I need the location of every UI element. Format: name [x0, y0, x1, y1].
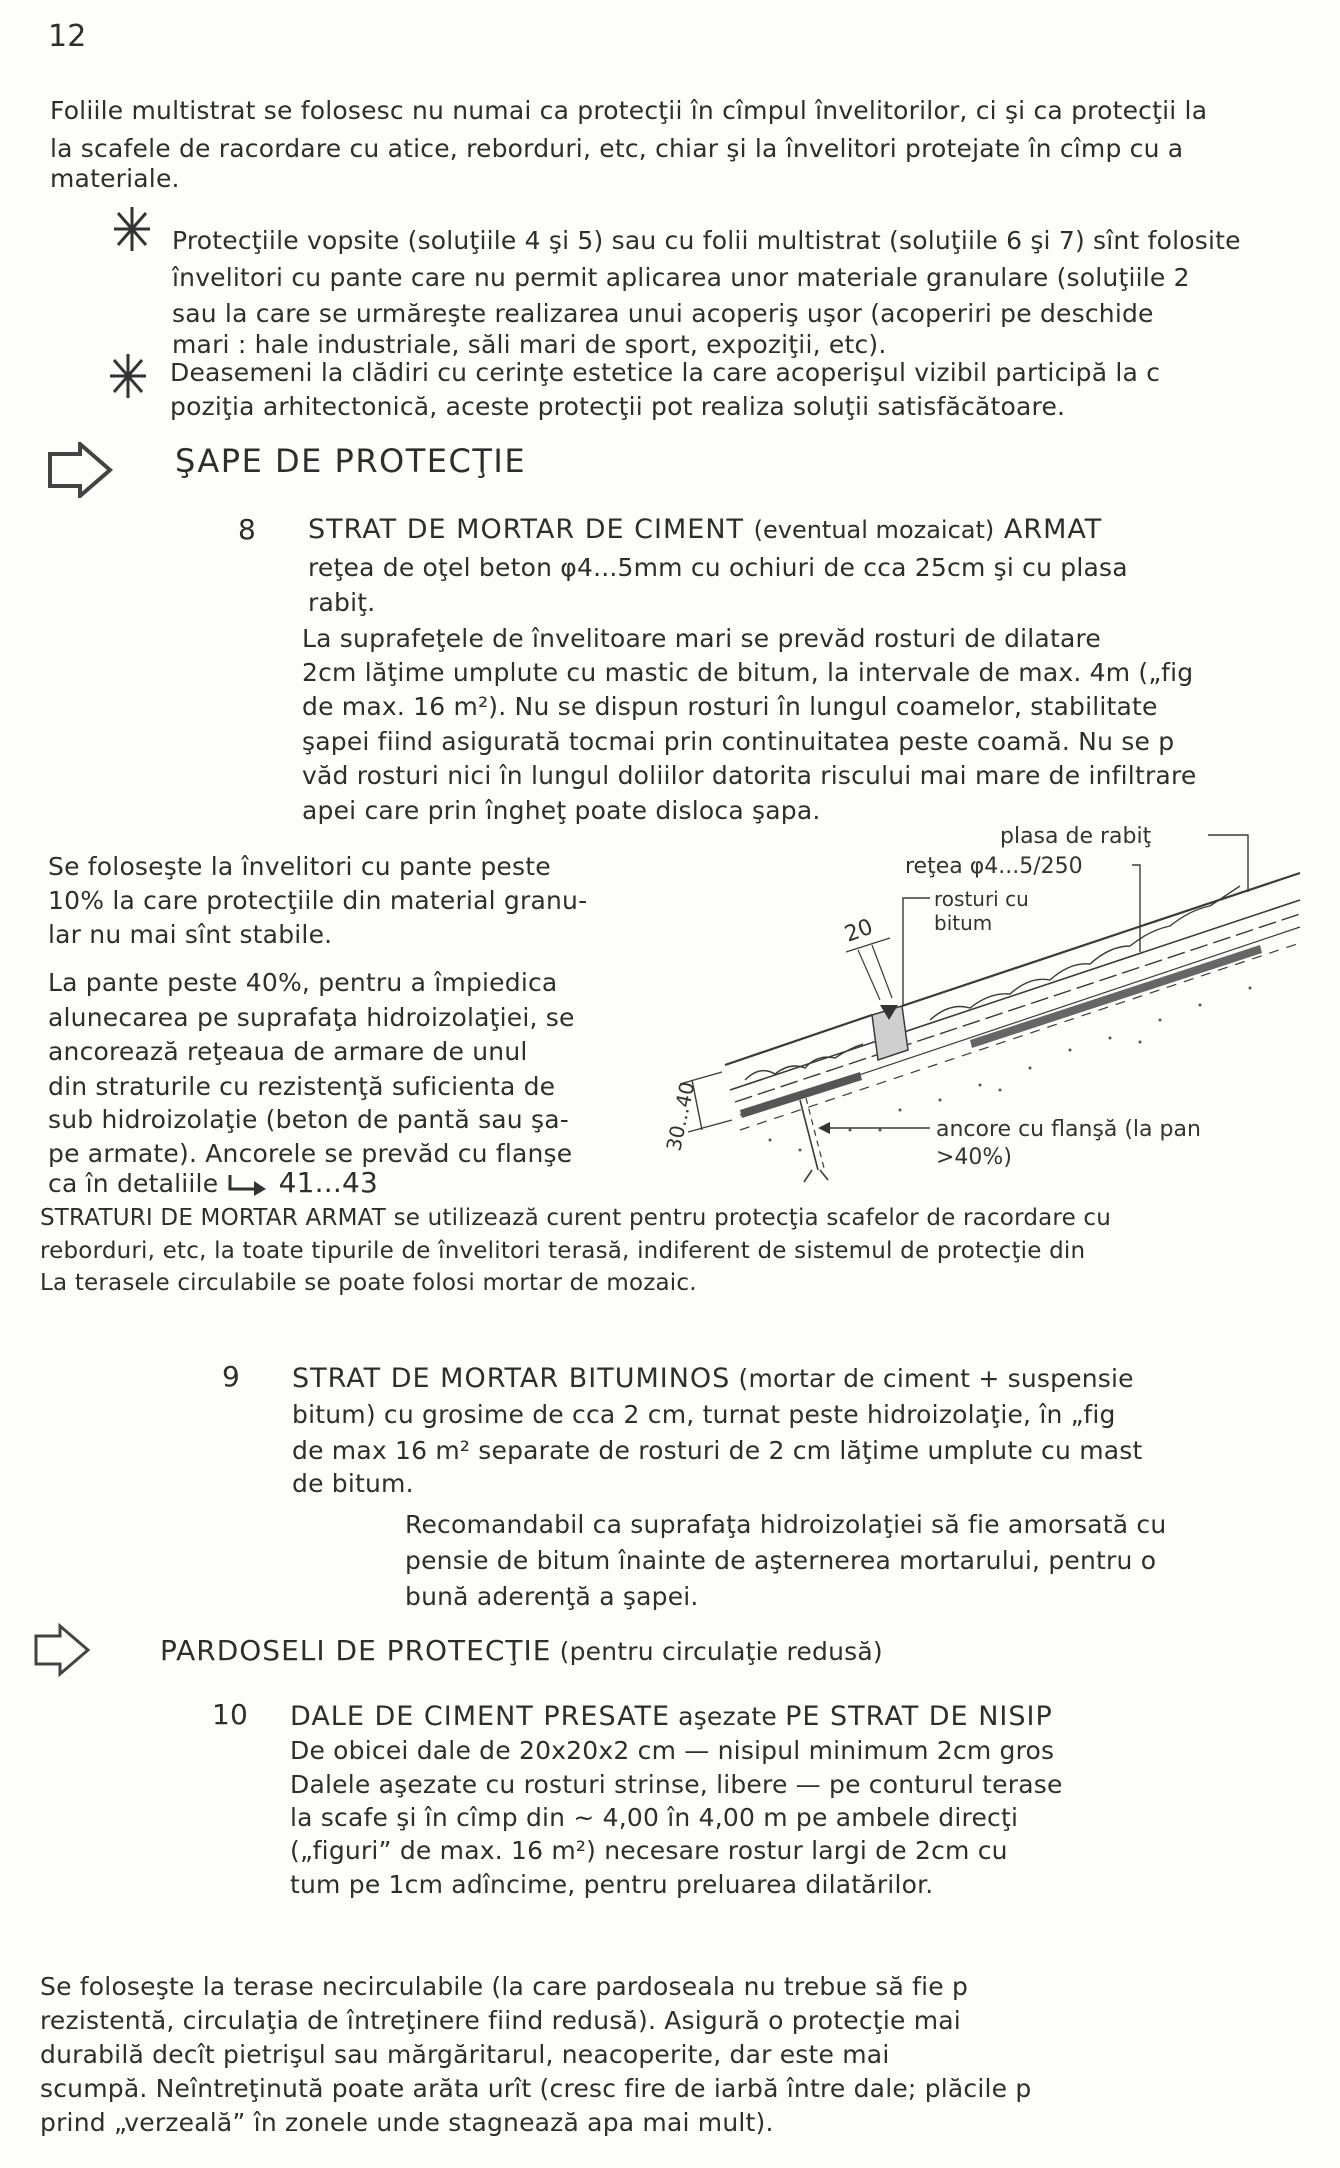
text-fragment: aşezate	[678, 1702, 777, 1731]
text-line: bitum) cu grosime de cca 2 cm, turnat peste hidroizolaţie, în „fig	[292, 1400, 1116, 1429]
label-rosturi-2: bitum	[934, 911, 993, 935]
text-line: scumpă. Neîntreţinută poate arăta urît (cresc fire de iarbă între dale; plăcile p	[40, 2074, 1032, 2103]
asterisk-icon	[108, 352, 148, 400]
text-line: la scafele de racordare cu atice, reborduri, etc, chiar şi la învelitori protejate în cîmp cu a	[50, 134, 1184, 163]
section-heading	[160, 1636, 883, 1667]
text-line: reborduri, etc, la toate tipurile de învelitori terasă, indiferent de sistemul de protecţie din	[40, 1238, 1086, 1264]
section-title: PARDOSELI DE PROTECŢIE	[160, 1634, 552, 1667]
text-line: sau la care se urmăreşte realizarea unui acoperiş uşor (acoperiri pe deschide	[172, 299, 1154, 328]
text-line: sub hidroizolaţie (beton de pantă sau şa-	[48, 1105, 569, 1134]
dimension-20: 20	[841, 914, 877, 948]
text-line: văd rosturi nici în lungul doliilor datorita riscului mai mare de infiltrare	[302, 761, 1197, 790]
text-line: şapei fiind asigurată tocmai prin continuitatea peste coamă. Nu se p	[302, 727, 1175, 756]
text-line: alunecarea pe suprafaţa hidroizolaţiei, se	[48, 1003, 575, 1032]
item-number: 9	[222, 1360, 241, 1393]
text-line: din straturile cu rezistenţă suficienta de	[48, 1072, 556, 1101]
slope-detail-diagram	[640, 810, 1340, 1200]
arrow-right-icon	[30, 1622, 94, 1678]
text-line: de max. 16 m²). Nu se dispun rosturi în lungul coamelor, stabilitate	[302, 692, 1158, 721]
item-number: 10	[212, 1698, 249, 1731]
text-line: Recomandabil ca suprafaţa hidroizolaţiei să fie amorsată cu	[405, 1510, 1167, 1539]
text-line: pensie de bitum înainte de aşternerea mortarului, pentru o	[405, 1546, 1157, 1575]
text-line: reţea de oţel beton φ4...5mm cu ochiuri de cca 25cm şi cu plasa	[308, 553, 1128, 582]
text-line: poziţia arhitectonică, aceste protecţii pot realiza soluţii satisfăcătoare.	[170, 392, 1066, 421]
text-line: la scafe şi în cîmp din ~ 4,00 în 4,00 m pe ambele direcţi	[290, 1803, 1019, 1832]
text-line: învelitori cu pante care nu permit aplicarea unor materiale granulare (soluţiile 2	[172, 263, 1190, 292]
item-title	[308, 515, 1102, 545]
text-line: lar nu mai sînt stabile.	[48, 920, 333, 949]
item-title-main: STRAT DE MORTAR DE CIMENT	[308, 514, 745, 545]
text-line: mari : hale industriale, săli mari de sport, expoziţii, etc).	[172, 330, 887, 359]
item-title: STRAT DE MORTAR BITUMINOS	[292, 1363, 731, 1394]
item-title-end: ARMAT	[1003, 514, 1103, 545]
text-line: De obicei dale de 20x20x2 cm — nisipul minimum 2cm gros	[290, 1736, 1055, 1765]
text-line: Deasemeni la clădiri cu cerinţe estetice la care acoperişul vizibil participă la c	[170, 358, 1161, 387]
text-line: durabilă decît pietrişul sau mărgăritarul, neacoperite, dar este mai	[40, 2040, 890, 2069]
label-plasa-rabit: plasa de rabiţ	[1000, 824, 1152, 849]
item-title-line	[292, 1364, 1134, 1394]
hook-arrow-icon	[226, 1173, 270, 1197]
text-line: 2cm lăţime umplute cu mastic de bitum, la intervale de max. 4m („fig	[302, 658, 1194, 687]
text-line: prind „verzeală” în zonele unde stagnează apa mai mult).	[40, 2108, 774, 2137]
text-line: ancorează reţeaua de armare de unul	[48, 1037, 528, 1066]
text-line: apei care prin îngheţ poate disloca şapa.	[302, 796, 821, 825]
item-number: 8	[238, 513, 257, 546]
asterisk-icon	[112, 205, 152, 253]
label-ancore-1: ancore cu flanşă (la pan	[936, 1117, 1201, 1142]
text-line: Se foloseşte la terase necirculabile (la care pardoseala nu trebue să fie p	[40, 1972, 969, 2001]
text-line: („figuri” de max. 16 m²) necesare rostur largi de 2cm cu	[290, 1836, 1008, 1865]
text-line: 10% la care protecţiile din material granu-	[48, 886, 588, 915]
label-ancore-2: >40%)	[936, 1145, 1012, 1170]
arrow-right-icon	[44, 442, 116, 498]
item-title-line	[290, 1702, 1053, 1732]
text-line: tum pe 1cm adîncime, pentru preluarea dilatărilor.	[290, 1870, 934, 1899]
item-title: DALE DE CIMENT PRESATE	[290, 1701, 671, 1732]
text-line: materiale.	[50, 164, 180, 193]
text-line: de bitum.	[292, 1469, 414, 1498]
detail-reference: 41...43	[278, 1166, 378, 1199]
section-subtitle: (pentru circulaţie redusă)	[559, 1637, 883, 1666]
section-title: ŞAPE DE PROTECŢIE	[175, 442, 527, 480]
dimension-thickness: 30...40	[661, 1079, 700, 1154]
text-line: STRATURI DE MORTAR ARMAT se utilizează curent pentru protecţia scafelor de racordare cu	[40, 1205, 1112, 1231]
text-line: La pante peste 40%, pentru a împiedica	[48, 968, 558, 997]
text-line: Dalele aşezate cu rosturi strinse, libere — pe conturul terase	[290, 1770, 1063, 1799]
text-line: bună aderenţă a şapei.	[405, 1582, 699, 1611]
label-retea: reţea φ4...5/250	[905, 854, 1083, 879]
item-title-paren: (eventual mozaicat)	[753, 516, 995, 544]
item-title-end: PE STRAT DE NISIP	[785, 1701, 1053, 1732]
text-fragment: (mortar de ciment + suspensie	[738, 1364, 1134, 1393]
text-line: La suprafeţele de învelitoare mari se prevăd rosturi de dilatare	[302, 624, 1101, 653]
text-line: rezistentă, circulaţia de întreţinere fiind redusă). Asigură o protecţie mai	[40, 2006, 961, 2035]
text-line: rabiţ.	[308, 588, 376, 617]
text-line: pe armate). Ancorele se prevăd cu flanşe	[48, 1139, 573, 1168]
page-number: 12	[48, 19, 87, 54]
text-line	[48, 1168, 378, 1199]
text-line: Protecţiile vopsite (soluţiile 4 şi 5) sau cu folii multistrat (soluţiile 6 şi 7) sînt folosite	[172, 226, 1241, 255]
label-rosturi-1: rosturi cu	[934, 887, 1029, 911]
text-line: La terasele circulabile se poate folosi mortar de mozaic.	[40, 1270, 697, 1296]
text-line: Se foloseşte la învelitori cu pante peste	[48, 852, 551, 881]
text-line: de max 16 m² separate de rosturi de 2 cm lăţime umplute cu mast	[292, 1436, 1143, 1465]
text-line: Foliile multistrat se folosesc nu numai ca protecţii în cîmpul învelitorilor, ci şi ca protecţii la	[50, 96, 1208, 125]
text-fragment: ca în detaliile	[48, 1169, 219, 1198]
